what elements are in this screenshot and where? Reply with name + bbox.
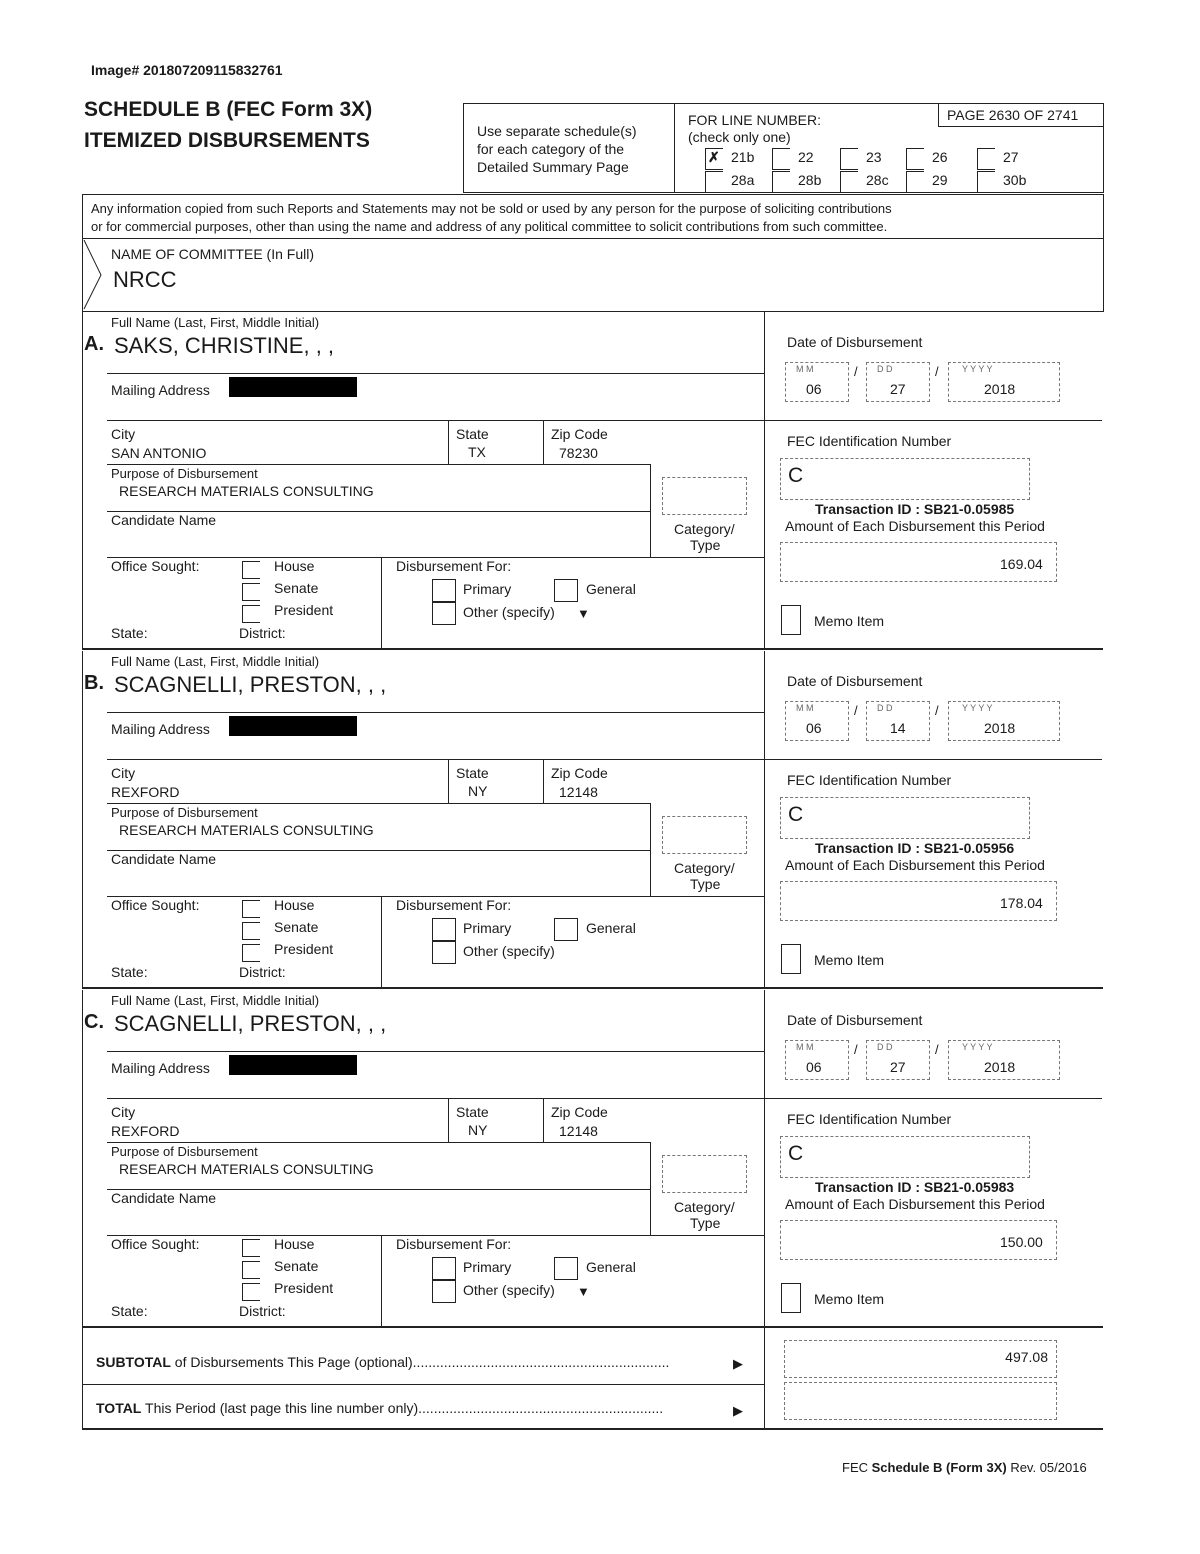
image-id: Image# 201807209115832761 [91,62,283,78]
amount-label: Amount of Each Disbursement this Period [785,518,1045,534]
day-placeholder: D D [877,364,893,374]
month-placeholder: M M [796,703,814,713]
state-label: State [456,765,489,781]
state-value: NY [468,1122,488,1138]
year-placeholder: Y Y Y Y [962,703,993,713]
office-president-checkbox[interactable] [242,1283,260,1301]
line-label-23: 23 [866,149,882,165]
name-underline [107,712,764,713]
payee-name: SCAGNELLI, PRESTON, , , [114,672,387,697]
city-value: REXFORD [111,784,180,800]
office-house-checkbox[interactable] [242,1239,260,1257]
city-underline [107,1142,650,1143]
notice-line-2: or for commercial purposes, other than using the name and address of any political committee to solicit contributions from such committee. [91,219,888,234]
memo-item-label: Memo Item [814,952,885,968]
line-label-21b: 21b [731,149,755,165]
form-title: SCHEDULE B (FEC Form 3X) [84,98,373,121]
line-checkbox-check-icon: ✗ [708,149,720,165]
fec-id-box[interactable] [780,1136,1030,1178]
full-name-label: Full Name (Last, First, Middle Initial) [111,654,320,669]
district-label: District: [239,964,286,980]
address-underline [107,1098,764,1099]
full-name-label: Full Name (Last, First, Middle Initial) [111,993,320,1008]
instruction-line-3: Detailed Summary Page [477,159,629,175]
divider [448,1098,449,1142]
address-underline [107,759,764,760]
category-label: Category/ [674,860,735,876]
office-president-label: President [274,941,334,957]
fec-id-label: FEC Identification Number [787,433,952,449]
zip-value: 12148 [559,1123,598,1139]
fec-id-prefix: C [788,1142,804,1165]
line-label-28b: 28b [798,172,822,188]
redacted-address [229,716,357,736]
zip-label: Zip Code [551,426,608,442]
memo-item-checkbox[interactable] [781,605,801,635]
office-president-label: President [274,602,334,618]
city-label: City [111,426,136,442]
date-separator: / [854,703,858,718]
entry-bottom-border [82,648,1103,650]
year-placeholder: Y Y Y Y [962,364,993,374]
primary-checkbox[interactable] [432,579,456,602]
line-checkbox-23[interactable] [840,148,858,170]
amount-label: Amount of Each Disbursement this Period [785,1196,1045,1212]
instruction-line-1: Use separate schedule(s) [477,123,637,139]
memo-item-label: Memo Item [814,613,885,629]
purpose-label: Purpose of Disbursement [111,805,258,820]
date-label: Date of Disbursement [787,1012,923,1028]
zip-value: 12148 [559,784,598,800]
entry-letter: C. [84,1011,104,1033]
entry-divider [764,312,765,648]
city-underline [107,464,650,465]
office-sought-label: Office Sought: [111,1236,200,1252]
instruction-line-2: for each category of the [477,141,625,157]
date-underline [764,759,1102,760]
entry-letter: B. [84,672,104,694]
month-value: 06 [806,1059,822,1075]
committee-chevron [83,240,103,310]
primary-checkbox[interactable] [432,1257,456,1280]
day-value: 27 [890,381,906,397]
fec-id-box[interactable] [780,797,1030,839]
type-label: Type [690,1215,721,1231]
name-underline [107,373,764,374]
disbursement-for-label: Disbursement For: [396,897,512,913]
mailing-address-label: Mailing Address [111,721,210,737]
divider [650,464,651,557]
payee-name: SCAGNELLI, PRESTON, , , [114,1011,387,1036]
day-value: 14 [890,720,906,736]
year-value: 2018 [984,1059,1016,1075]
divider [448,759,449,803]
date-separator: / [935,364,939,379]
city-underline [107,803,650,804]
general-checkbox[interactable] [554,918,578,941]
office-president-label: President [274,1280,334,1296]
other-label: Other (specify) [463,604,555,620]
office-house-label: House [274,558,315,574]
line-checkbox-28c[interactable] [840,171,858,193]
district-label: District: [239,1303,286,1319]
name-underline [107,1051,764,1052]
office-senate-checkbox[interactable] [242,583,260,601]
divider [448,420,449,464]
memo-item-label: Memo Item [814,1291,885,1307]
general-checkbox[interactable] [554,1257,578,1280]
line-checkbox-28a[interactable] [705,171,723,193]
district-label: District: [239,625,286,641]
zip-label: Zip Code [551,765,608,781]
date-separator: / [935,1042,939,1057]
fec-id-prefix: C [788,464,804,487]
subtotal-value-box [784,1340,1057,1378]
total-arrow-icon: ▶ [733,1403,743,1418]
office-senate-checkbox[interactable] [242,1261,260,1279]
line-checkbox-30b[interactable] [977,171,995,193]
redacted-address [229,377,357,397]
state-field-label: State: [111,625,148,641]
check-only-one: (check only one) [688,129,791,145]
zip-label: Zip Code [551,1104,608,1120]
line-label-28c: 28c [866,172,889,188]
category-box[interactable] [662,816,747,854]
amount-label: Amount of Each Disbursement this Period [785,857,1045,873]
office-senate-label: Senate [274,1258,319,1274]
office-senate-checkbox[interactable] [242,922,260,940]
month-value: 06 [806,720,822,736]
date-separator: / [935,703,939,718]
other-checkbox[interactable] [432,941,456,964]
transaction-id: Transaction ID : SB21-0.05956 [815,840,1015,856]
office-senate-label: Senate [274,580,319,596]
line-label-30b: 30b [1003,172,1027,188]
fec-id-box[interactable] [780,458,1030,500]
day-placeholder: D D [877,703,893,713]
purpose-label: Purpose of Disbursement [111,1144,258,1159]
type-label: Type [690,537,721,553]
day-placeholder: D D [877,1042,893,1052]
total-label: TOTAL This Period (last page this line number only)............................................................... [96,1400,664,1416]
primary-checkbox[interactable] [432,918,456,941]
total-value-box [784,1382,1057,1420]
page-number-box [938,104,1103,127]
transaction-id: Transaction ID : SB21-0.05985 [815,501,1015,517]
other-arrow-icon: ▼ [577,1284,590,1299]
date-underline [764,420,1102,421]
category-box[interactable] [662,1155,747,1193]
memo-item-checkbox[interactable] [781,944,801,974]
entry-left-border [82,312,83,648]
year-value: 2018 [984,381,1016,397]
state-label: State [456,426,489,442]
primary-label: Primary [463,920,512,936]
category-label: Category/ [674,1199,735,1215]
notice-line-1: Any information copied from such Reports and Statements may not be sold or used by any person for the purpose of soliciting contributions [91,201,892,216]
instruction-box [463,103,675,193]
state-field-label: State: [111,964,148,980]
other-checkbox[interactable] [432,1280,456,1303]
entry-divider [764,990,765,1326]
amount-value: 150.00 [1000,1234,1043,1250]
divider [381,896,382,987]
office-sought-label: Office Sought: [111,897,200,913]
redacted-address [229,1055,357,1075]
date-label: Date of Disbursement [787,334,923,350]
fec-id-prefix: C [788,803,804,826]
office-sought-label: Office Sought: [111,558,200,574]
entry-left-border [82,990,83,1326]
purpose-value: RESEARCH MATERIALS CONSULTING [119,483,374,499]
month-value: 06 [806,381,822,397]
office-house-label: House [274,1236,315,1252]
general-label: General [586,1259,636,1275]
subtotal-label: SUBTOTAL of Disbursements This Page (optional).................................................................. [96,1354,670,1370]
footer: FEC Schedule B (Form 3X) Rev. 05/2016 [842,1460,1087,1475]
candidate-name-label: Candidate Name [111,1190,217,1206]
transaction-id: Transaction ID : SB21-0.05983 [815,1179,1015,1195]
committee-label: NAME OF COMMITTEE (In Full) [111,246,314,262]
office-senate-label: Senate [274,919,319,935]
purpose-label: Purpose of Disbursement [111,466,258,481]
line-label-22: 22 [798,149,814,165]
state-field-label: State: [111,1303,148,1319]
line-checkbox-26[interactable] [906,148,924,170]
other-arrow-icon: ▼ [577,606,590,621]
entry-bottom-border [82,987,1103,989]
date-separator: / [854,1042,858,1057]
fec-id-label: FEC Identification Number [787,772,952,788]
full-name-label: Full Name (Last, First, Middle Initial) [111,315,320,330]
line-checkbox-28b[interactable] [772,171,790,193]
divider [381,1235,382,1326]
page-number: PAGE 2630 OF 2741 [947,107,1079,123]
candidate-name-label: Candidate Name [111,851,217,867]
line-checkbox-29[interactable] [906,171,924,193]
memo-item-checkbox[interactable] [781,1283,801,1313]
entry-divider [764,651,765,987]
purpose-value: RESEARCH MATERIALS CONSULTING [119,822,374,838]
date-label: Date of Disbursement [787,673,923,689]
office-house-label: House [274,897,315,913]
city-value: REXFORD [111,1123,180,1139]
entry-left-border [82,651,83,987]
mailing-address-label: Mailing Address [111,1060,210,1076]
state-label: State [456,1104,489,1120]
line-checkbox-22[interactable] [772,148,790,170]
state-value: NY [468,783,488,799]
city-label: City [111,1104,136,1120]
office-house-checkbox[interactable] [242,561,260,579]
year-placeholder: Y Y Y Y [962,1042,993,1052]
other-label: Other (specify) [463,943,555,959]
general-checkbox[interactable] [554,579,578,602]
zip-value: 78230 [559,445,598,461]
subtotal-value: 497.08 [1005,1349,1048,1365]
divider [543,1098,544,1142]
office-house-checkbox[interactable] [242,900,260,918]
candidate-name-label: Candidate Name [111,512,217,528]
general-label: General [586,920,636,936]
subtotal-arrow-icon: ▶ [733,1356,743,1371]
divider [650,1142,651,1235]
line-number-label: FOR LINE NUMBER: [688,112,822,128]
office-president-checkbox[interactable] [242,944,260,962]
date-underline [764,1098,1102,1099]
other-label: Other (specify) [463,1282,555,1298]
fec-id-label: FEC Identification Number [787,1111,952,1127]
line-checkbox-27[interactable] [977,148,995,170]
other-checkbox[interactable] [432,602,456,625]
line-label-26: 26 [932,149,948,165]
payee-name: SAKS, CHRISTINE, , , [114,333,335,358]
address-underline [107,420,764,421]
general-label: General [586,581,636,597]
disbursement-for-label: Disbursement For: [396,558,512,574]
month-placeholder: M M [796,364,814,374]
year-value: 2018 [984,720,1016,736]
month-placeholder: M M [796,1042,814,1052]
category-box[interactable] [662,477,747,515]
divider [543,420,544,464]
purpose-value: RESEARCH MATERIALS CONSULTING [119,1161,374,1177]
amount-value: 169.04 [1000,556,1043,572]
divider [381,557,382,648]
form-subtitle: ITEMIZED DISBURSEMENTS [84,129,370,152]
state-value: TX [468,444,486,460]
day-value: 27 [890,1059,906,1075]
divider [650,803,651,896]
type-label: Type [690,876,721,892]
entry-letter: A. [84,333,104,355]
primary-label: Primary [463,1259,512,1275]
amount-value: 178.04 [1000,895,1043,911]
office-president-checkbox[interactable] [242,605,260,623]
divider [543,759,544,803]
date-separator: / [854,364,858,379]
city-value: SAN ANTONIO [111,445,207,461]
primary-label: Primary [463,581,512,597]
disbursement-for-label: Disbursement For: [396,1236,512,1252]
committee-name: NRCC [113,267,177,292]
city-label: City [111,765,136,781]
line-label-27: 27 [1003,149,1019,165]
line-label-29: 29 [932,172,948,188]
category-label: Category/ [674,521,735,537]
mailing-address-label: Mailing Address [111,382,210,398]
line-label-28a: 28a [731,172,755,188]
